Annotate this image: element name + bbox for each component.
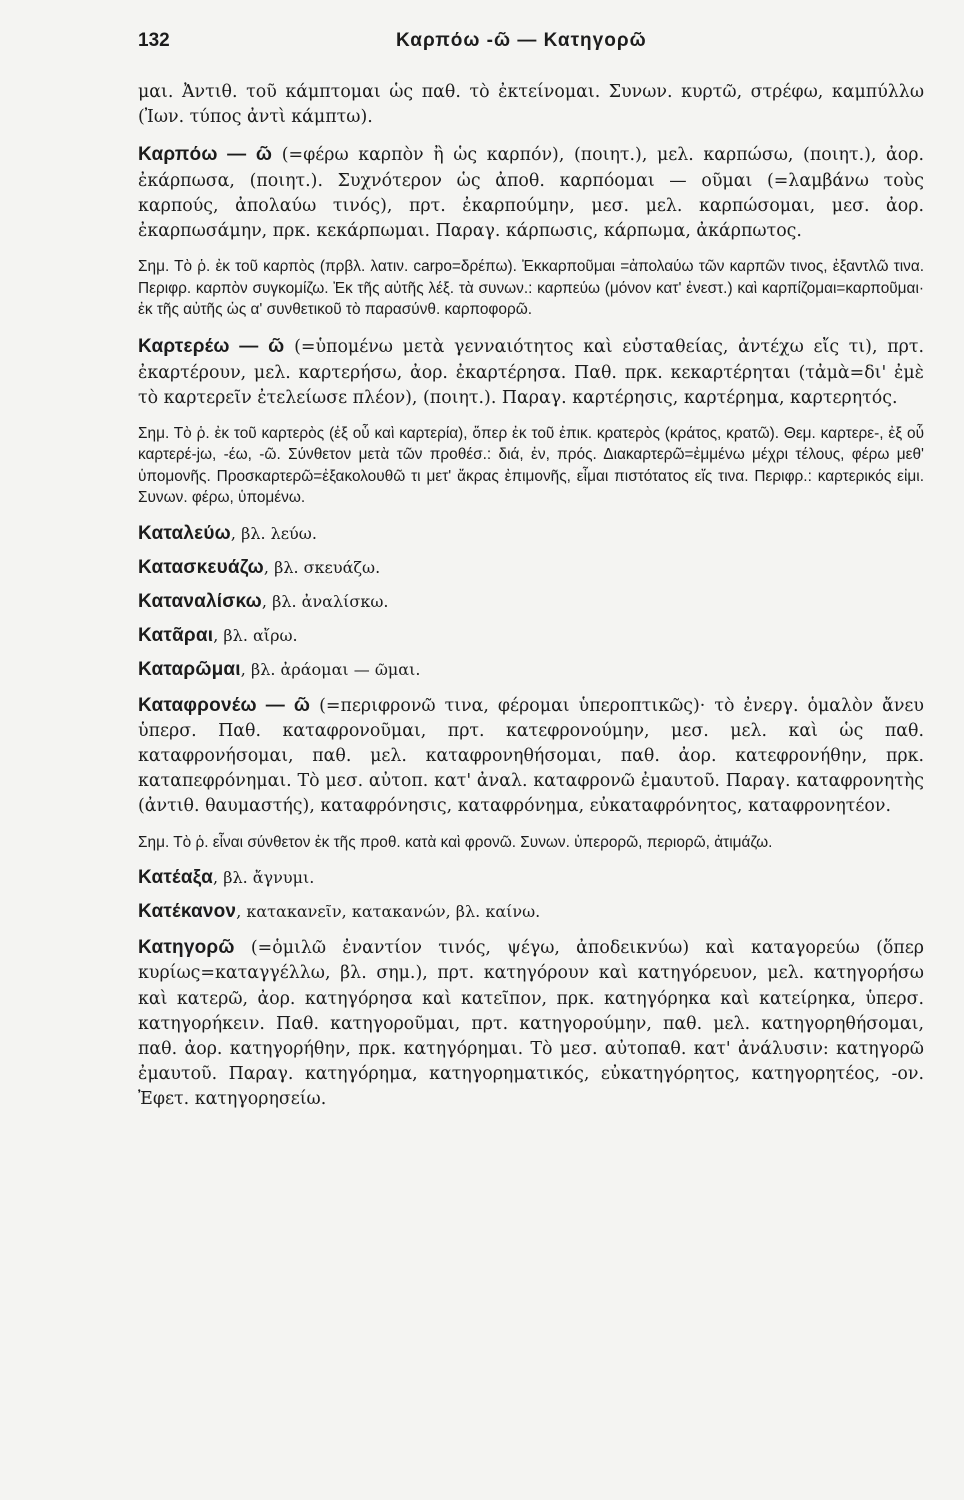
entry-text: , βλ. ἀράομαι — ῶμαι.: [240, 659, 421, 679]
headword: Καρτερέω — ῶ: [138, 336, 285, 358]
headword: Κατηγορῶ: [138, 937, 235, 959]
headword: Καρπόω — ῶ: [138, 144, 273, 166]
headword: Καταρῶμαι: [138, 658, 241, 680]
running-title: Καρπόω -ῶ — Κατηγορῶ: [396, 30, 647, 51]
entry-text: , βλ. αἴρω.: [213, 625, 298, 645]
note-text: Σημ. Τὸ ῥ. ἐκ τοῦ καρτερὸς (ἐξ οὗ καὶ καρτερία), ὅπερ ἐκ τοῦ ἐπικ. κρατερὸς (κράτος, κρατῶ). Θεμ. καρτερε-, ἐξ οὗ καρτερέ-jω, -έω, -ῶ. Σύνθετον μετὰ τῶν προθέσ.: διά, ἐν, πρός. Διακαρτερῶ=ἐμμένω μέχρι τέλους, φέρω μεθ' ὑπομονῆς. Προσκαρτερῶ=ἐξακολουθῶ τι μετ' ἄκρας ἐπιμονῆς, εἶμαι πιστότατος εἴς τινα. Περιφρ.: καρτερικός εἰμι. Συνων. φέρω, ὑπομένω.: [138, 425, 924, 507]
entry-kataleuo: [138, 523, 924, 545]
entry-text: (=περιφρονῶ τινα, φέρομαι ὑπεροπτικῶς)· τὸ ἐνεργ. ὁμαλὸν ἄνευ ὑπερσ. Παθ. καταφρονοῦμαι, πρτ. κατεφρονούμην, μεσ. μελ. καὶ ὡς παθ. καταφρονήσομαι, παθ. μελ. καταφρονηθήσομαι, παθ. ἀορ. κατεφρονήθην, πρκ. καταπεφρόνημαι. Τὸ μεσ. αὐτοπ. κατ' ἀναλ. καταφρονῶ ἐμαυτοῦ. Παραγ. καταφρονητὴς (ἀντιθ. θαυμαστής), καταφρόνησις, καταφρόνημα, εὐκαταφρόνητος, καταφρονητέον.: [138, 695, 924, 817]
entry-text: (=ὑπομένω μετὰ γενναιότητος καὶ εὐσταθείας, ἀντέχω εἴς τι), πρτ. ἐκαρτέρουν, μελ. καρτερήσω, ἀορ. ἐκαρτέρησα. Παθ. πρκ. κεκαρτέρηται (τἀμὰ=δι' ἐμὲ τὸ καρτερεῖν ἐτελείωσε πλέον), (ποιητ.). Παραγ. καρτέρησις, καρτέρημα, καρτερητός.: [138, 337, 924, 408]
entry-continuation: [138, 80, 924, 130]
headword: Καταναλίσκω: [138, 590, 262, 612]
note-karpoo: [138, 256, 924, 320]
headword: Καταλεύω: [138, 522, 231, 544]
entry-katanalisko: [138, 591, 924, 613]
headword: Κατασκευάζω: [138, 556, 264, 578]
entry-text: μαι. Ἀντιθ. τοῦ κάμπτομαι ὡς παθ. τὸ ἐκτείνομαι. Συνων. κυρτῶ, στρέφω, καμπύλλω (Ἰων. τύπος ἀντὶ κάμπτω).: [138, 82, 924, 128]
entry-kataraі: [138, 625, 924, 647]
note-text: Σημ. Τὸ ῥ. εἶναι σύνθετον ἐκ τῆς προθ. κατὰ καὶ φρονῶ. Συνων. ὑπερορῶ, περιορῶ, ἀτιμάζω.: [138, 833, 773, 851]
entry-text: (=ὁμιλῶ ἐναντίον τινός, ψέγω, ἀποδεικνύω) καὶ καταγορεύω (ὅπερ κυρίως=καταγγέλλω, βλ. σημ.), πρτ. κατηγόρουν καὶ κατηγόρευον, μελ. κατηγορήσω καὶ κατερῶ, ἀορ. κατηγόρησα καὶ κατεῖπον, πρκ. κατηγόρηκα καὶ κατείρηκα, ὑπερσ. κατηγορήκειν. Παθ. κατηγοροῦμαι, πρτ. κατηγορούμην, παθ. μελ. κατηγορηθήσομαι, παθ. ἀορ. κατηγορήθην, πρκ. κατηγόρημαι. Τὸ μεσ. αὐτοπαθ. κατ' ἀνάλυσιν: κατηγορῶ ἐμαυτοῦ. Παραγ. κατηγόρημα, κατηγορηματικός, εὐκατηγόρητος, κατηγορητέος, -ον. Ἐφετ. κατηγορησείω.: [138, 938, 924, 1110]
entry-katаromai: [138, 659, 924, 681]
page-header: [138, 30, 924, 64]
headword: Κατέκανον: [138, 901, 237, 923]
entry-kateaxa: [138, 867, 924, 889]
entry-katekanon: [138, 901, 924, 923]
headword: Κατέαξα: [138, 867, 214, 889]
page-number: 132: [138, 30, 170, 51]
headword: Κατᾶραι: [138, 624, 214, 646]
note-kartereo: [138, 423, 924, 509]
entry-kataphroneo: [138, 693, 924, 820]
entry-text: , βλ. ἀναλίσκω.: [261, 591, 389, 611]
entry-text: , βλ. σκευάζω.: [263, 557, 381, 577]
entry-text: (=φέρω καρπὸν ἢ ὡς καρπόν), (ποιητ.), μελ. καρπώσω, (ποιητ.), ἀορ. ἐκάρπωσα, (ποιητ.). Συχνότερον ὡς ἀποθ. καρπόομαι — οῦμαι (=λαμβάνω τοὺς καρπούς, ἀπολαύω τινός), πρτ. ἐκαρπούμην, μεσ. μελ. καρπώσομαι, μεσ. ἀορ. ἐκαρπωσάμην, πρκ. κεκάρπωμαι. Παραγ. κάρπωσις, κάρπωμα, ἀκάρπωτος.: [138, 145, 924, 242]
headword: Καταφρονέω — ῶ: [138, 694, 311, 716]
entry-kartereo: [138, 334, 924, 411]
entry-text: , βλ. ἄγνυμι.: [213, 868, 315, 888]
entry-text: , κατακανεῖν, κατακανών, βλ. καίνω.: [236, 902, 541, 922]
entry-kataskeuazo: [138, 557, 924, 579]
note-kataphroneo: [138, 832, 924, 853]
entry-kategoro: [138, 935, 924, 1112]
entry-text: , βλ. λεύω.: [230, 523, 317, 543]
note-text: Σημ. Τὸ ῥ. ἐκ τοῦ καρπὸς (πρβλ. λατιν. carpo=δρέπω). Ἐκκαρποῦμαι =ἀπολαύω τῶν καρπῶν τινος, ἐξαντλῶ τινα. Περιφρ. καρπὸν συγκομίζω. Ἐκ τῆς αὐτῆς λέξ. τὰ συνων.: καρπεύω (μόνον κατ' ἐνεστ.) καὶ καρπίζομαι=καρποῦμαι· ἐκ τῆς αὐτῆς ὡς α' συνθετικοῦ τὸ παρασύνθ. καρποφορῶ.: [138, 258, 924, 319]
entry-karpoo: [138, 142, 924, 244]
